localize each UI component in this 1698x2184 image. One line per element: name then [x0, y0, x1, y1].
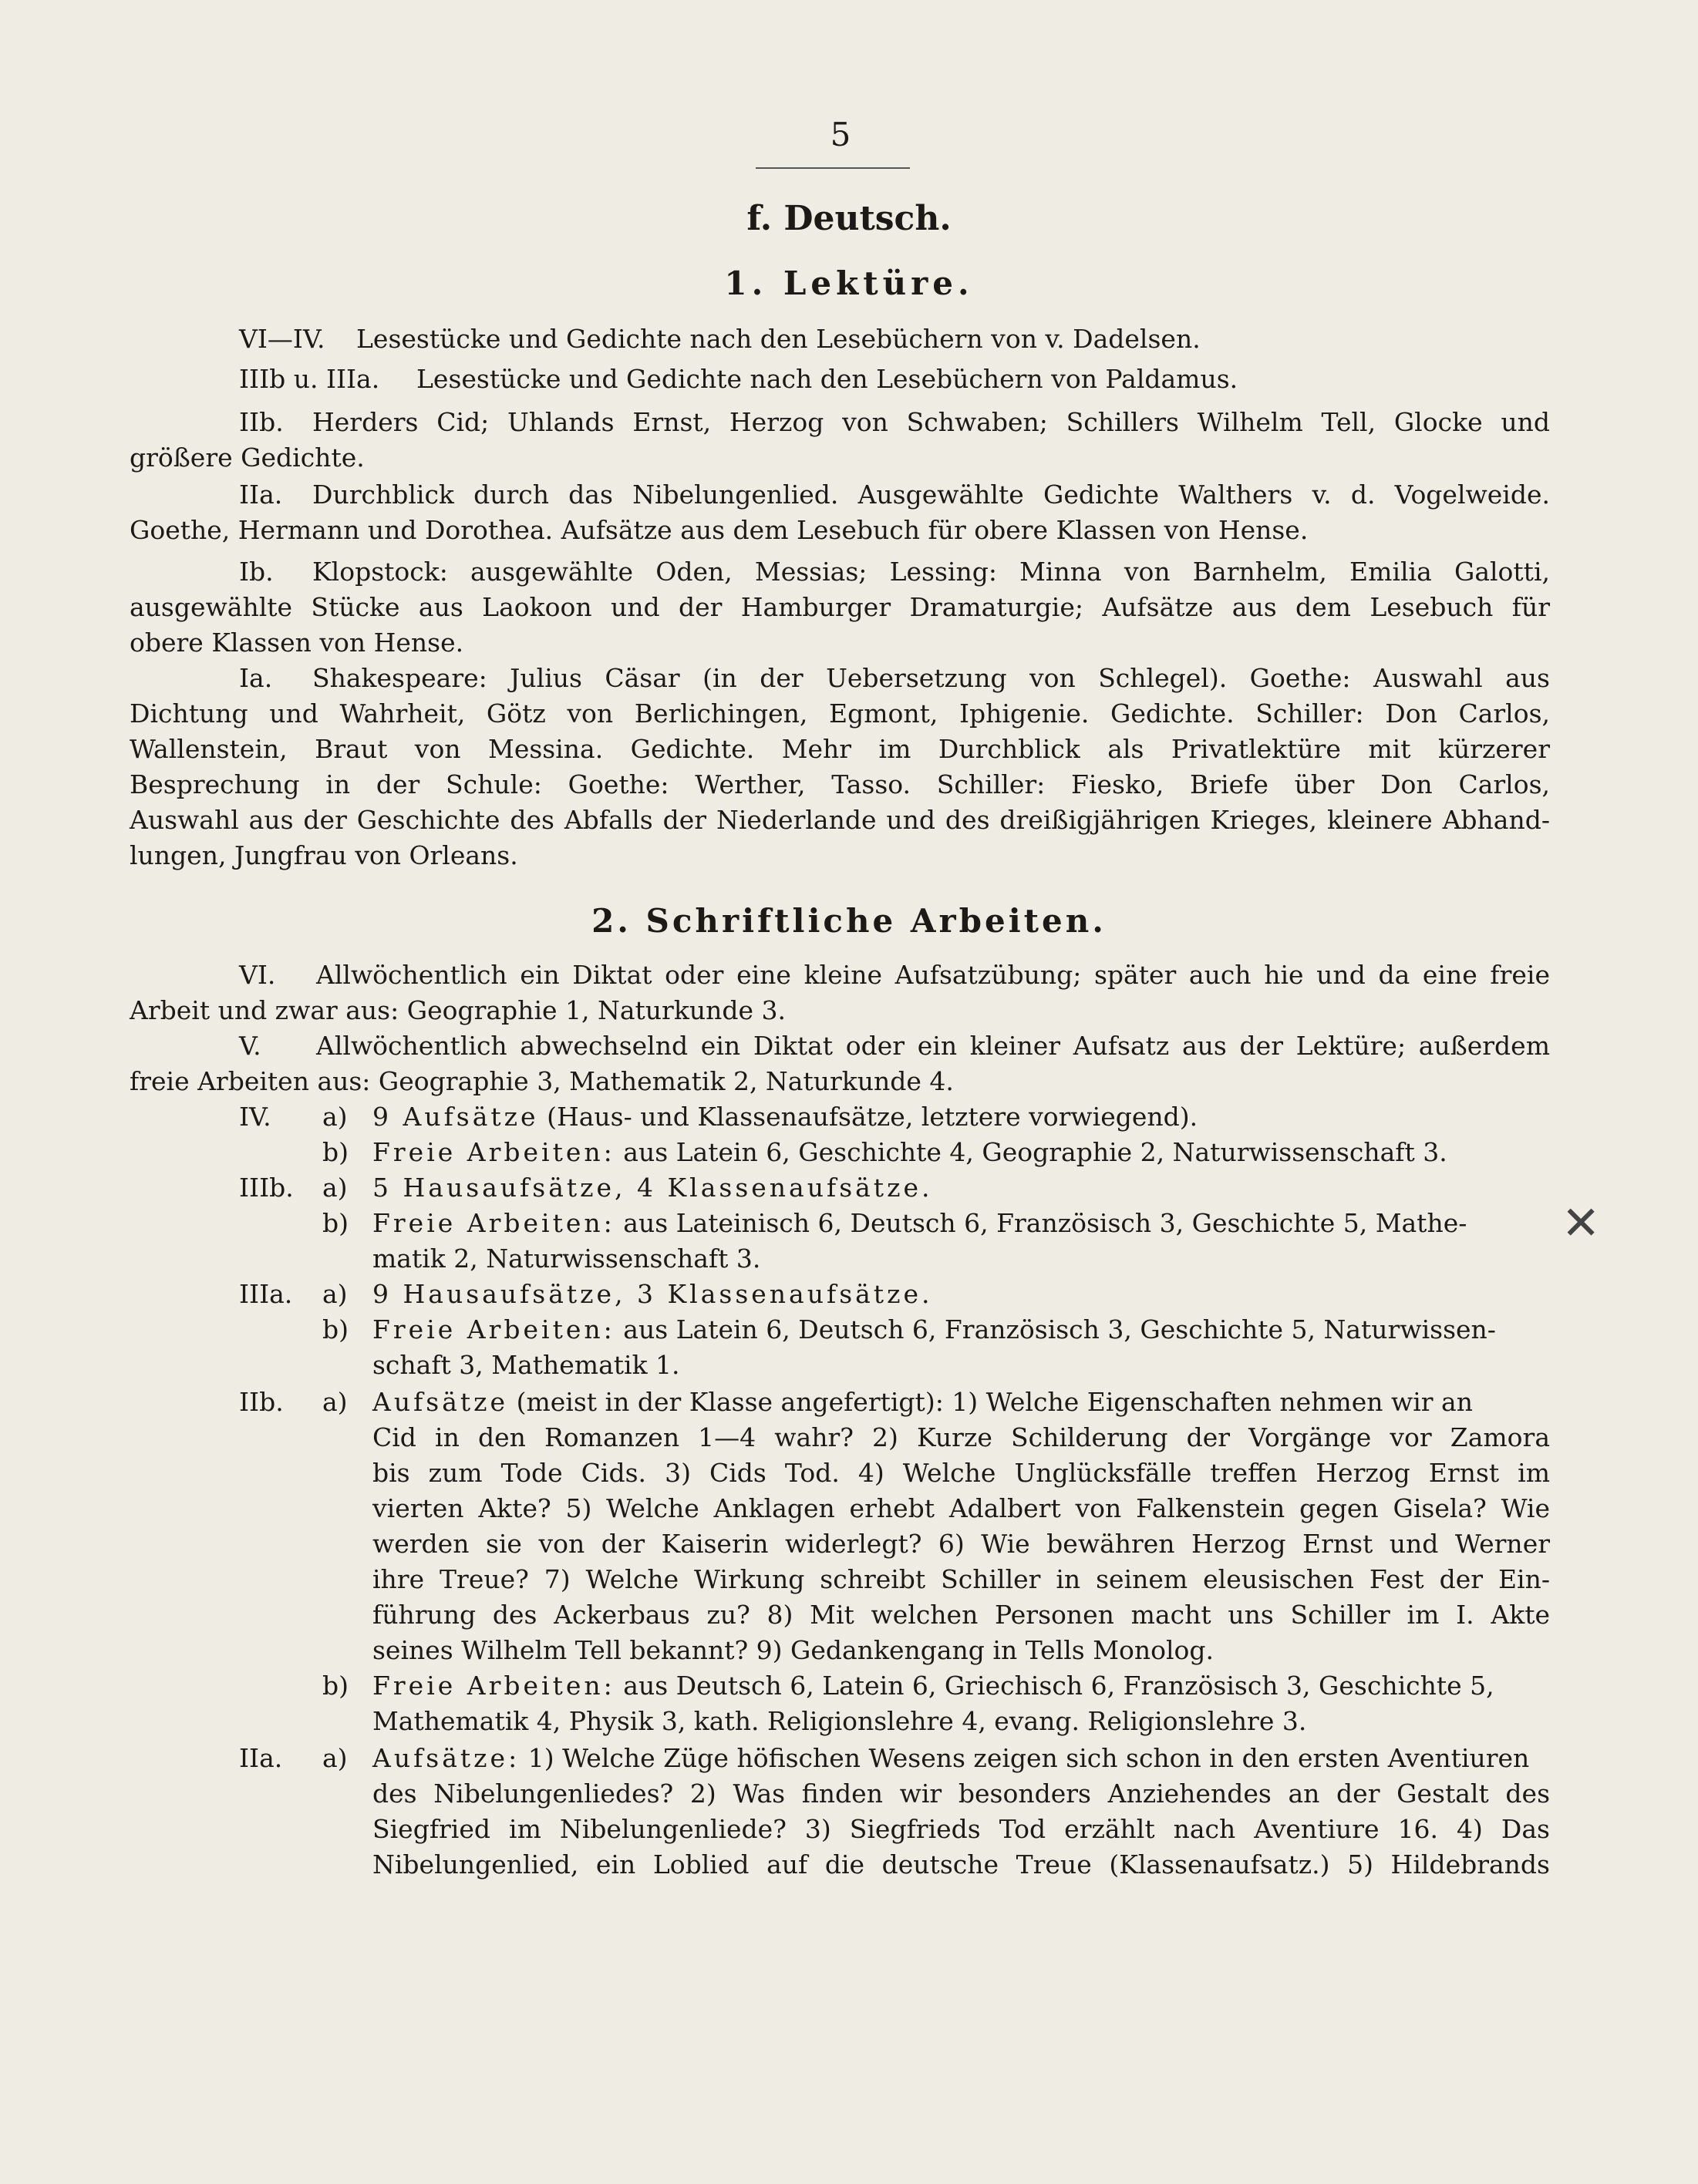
arbeiten-iib-b-head: Freie Arbeiten:: [372, 1671, 615, 1701]
arbeiten-iib-b: [372, 1669, 1494, 1703]
header-rule: [756, 167, 910, 169]
lektuere-ib-line: Klopstock: ausgewählte Oden, Messias; Lessing: Minna von Barnhelm, Emilia Galotti,: [312, 557, 1550, 587]
arbeiten-iib-label: IIb.: [239, 1387, 284, 1417]
lektuere-vi-iv-text: Lesestücke und Gedichte nach den Lesebüchern von v. Dadelsen.: [356, 324, 1201, 354]
lektuere-ia-line: Dichtung und Wahrheit, Götz von Berlichingen, Egmont, Iphigenie. Gedichte. Schiller: Don Carlos,: [130, 698, 1550, 729]
section-title: f. Deutsch.: [746, 199, 952, 238]
arbeiten-iv-a-mark: a): [322, 1102, 348, 1132]
arbeiten-iib-a-line: vierten Akte? 5) Welche Anklagen erhebt Adalbert von Falkenstein gegen Gisela? Wie: [372, 1493, 1550, 1523]
arbeiten-iiib-a-mark: a): [322, 1173, 348, 1203]
arbeiten-iiia-a-mark: a): [322, 1279, 348, 1309]
arbeiten-iiib-b-mark: b): [322, 1208, 349, 1238]
arbeiten-iib-a-line: werden sie von der Kaiserin widerlegt? 6) Wie bewähren Herzog Ernst und Werner: [372, 1529, 1550, 1559]
lektuere-vi-iv-label: VI—IV.: [239, 324, 325, 354]
arbeiten-iia-a-head: Aufsätze:: [372, 1743, 521, 1773]
arbeiten-iiib-b-rest: aus Lateinisch 6, Deutsch 6, Französisch 3, Geschichte 5, Mathe-: [623, 1208, 1467, 1238]
arbeiten-iib-b-rest: aus Deutsch 6, Latein 6, Griechisch 6, Französisch 3, Geschichte 5,: [623, 1671, 1494, 1701]
arbeiten-iiia-b-rest: aus Latein 6, Deutsch 6, Französisch 3, Geschichte 5, Naturwissen-: [623, 1314, 1496, 1344]
arbeiten-iia-label: IIa.: [239, 1743, 283, 1773]
arbeiten-iiib-b-line: matik 2, Naturwissenschaft 3.: [372, 1243, 761, 1274]
arbeiten-iib-a-rest: (meist in der Klasse angefertigt): 1) Welche Eigenschaften nehmen wir an: [516, 1387, 1473, 1417]
arbeiten-iia-a-mark: a): [322, 1743, 348, 1773]
lektuere-ib-label: Ib.: [239, 557, 274, 587]
arbeiten-iiia-b-line: schaft 3, Mathematik 1.: [372, 1350, 680, 1380]
arbeiten-iia-a: [372, 1741, 1529, 1775]
arbeiten-vi-line: Arbeit und zwar aus: Geographie 1, Naturkunde 3.: [130, 995, 786, 1025]
arbeiten-iib-a-line: seines Wilhelm Tell bekannt? 9) Gedankengang in Tells Monolog.: [372, 1635, 1215, 1665]
lektuere-ia-line: Besprechung in der Schule: Goethe: Werther, Tasso. Schiller: Fiesko, Briefe über Don Carlos,: [130, 769, 1550, 799]
arbeiten-iiib-b-head: Freie Arbeiten:: [372, 1208, 615, 1238]
arbeiten-iiib-a-head: 5 Hausaufsätze, 4 Klassenaufsätze.: [372, 1173, 933, 1203]
arbeiten-iia-a-line: Siegfried im Nibelungenliede? 3) Siegfrieds Tod erzählt nach Aventiure 16. 4) Das: [372, 1814, 1550, 1844]
arbeiten-iib-a-line: führung des Ackerbaus zu? 8) Mit welchen Personen macht uns Schiller im I. Akte: [372, 1600, 1550, 1630]
arbeiten-iiib-b: [372, 1206, 1467, 1240]
arbeiten-iib-a-line: ihre Treue? 7) Welche Wirkung schreibt Schiller in seinem eleusischen Fest der Ein-: [372, 1564, 1550, 1594]
arbeiten-iiia-b-head: Freie Arbeiten:: [372, 1314, 615, 1344]
arbeiten-iib-a: [372, 1385, 1473, 1419]
arbeiten-iv-b-mark: b): [322, 1137, 349, 1167]
arbeiten-iv-b-head: Freie Arbeiten:: [372, 1137, 615, 1167]
arbeiten-iib-b-mark: b): [322, 1671, 349, 1701]
subsection-arbeiten-title: 2. Schriftliche Arbeiten.: [591, 902, 1107, 940]
arbeiten-iv-a-rest: (Haus- und Klassenaufsätze, letztere vorwiegend).: [547, 1102, 1198, 1132]
arbeiten-iiia-b: [372, 1313, 1496, 1347]
arbeiten-vi-line: Allwöchentlich ein Diktat oder eine kleine Aufsatzübung; später auch hie und da eine freie: [316, 960, 1550, 990]
arbeiten-iiia-a-head: 9 Hausaufsätze, 3 Klassenaufsätze.: [372, 1279, 933, 1309]
margin-cross-mark: ✕: [1562, 1196, 1601, 1250]
lektuere-iiib-label: IIIb u. IIIa.: [239, 364, 380, 394]
subsection-lektuere-title: 1. Lektüre.: [724, 264, 974, 302]
arbeiten-iv-a-head: 9 Aufsätze: [372, 1102, 539, 1132]
arbeiten-iib-b-line: Mathematik 4, Physik 3, kath. Religionslehre 4, evang. Religionslehre 3.: [372, 1706, 1307, 1736]
arbeiten-vi-label: VI.: [239, 960, 276, 990]
lektuere-ia-line: Wallenstein, Braut von Messina. Gedichte. Mehr im Durchblick als Privatlektüre mit kürzerer: [130, 734, 1550, 764]
arbeiten-iiia-label: IIIa.: [239, 1279, 293, 1309]
arbeiten-iiib-label: IIIb.: [239, 1173, 294, 1203]
lektuere-iib-label: IIb.: [239, 407, 284, 437]
lektuere-iia-line: Durchblick durch das Nibelungenlied. Ausgewählte Gedichte Walthers v. d. Vogelweide.: [312, 480, 1550, 510]
lektuere-iib-line: Herders Cid; Uhlands Ernst, Herzog von Schwaben; Schillers Wilhelm Tell, Glocke und: [312, 407, 1550, 437]
arbeiten-v-line: Allwöchentlich abwechselnd ein Diktat oder ein kleiner Aufsatz aus der Lektüre; außerdem: [316, 1031, 1550, 1061]
arbeiten-iv-label: IV.: [239, 1102, 271, 1132]
arbeiten-iib-a-line: bis zum Tode Cids. 3) Cids Tod. 4) Welche Unglücksfälle treffen Herzog Ernst im: [372, 1458, 1550, 1488]
lektuere-iia-label: IIa.: [239, 480, 283, 510]
arbeiten-iv-b-rest: aus Latein 6, Geschichte 4, Geographie 2, Naturwissenschaft 3.: [623, 1137, 1447, 1167]
page-number: 5: [830, 116, 851, 153]
lektuere-ia-line: Shakespeare: Julius Cäsar (in der Uebersetzung von Schlegel). Goethe: Auswahl aus: [312, 663, 1550, 693]
arbeiten-iib-a-head: Aufsätze: [372, 1387, 509, 1417]
lektuere-ib-line: obere Klassen von Hense.: [130, 628, 464, 658]
arbeiten-iib-a-line: Cid in den Romanzen 1—4 wahr? 2) Kurze Schilderung der Vorgänge vor Zamora: [372, 1422, 1550, 1452]
lektuere-iia-line: Goethe, Hermann und Dorothea. Aufsätze aus dem Lesebuch für obere Klassen von Hense.: [130, 515, 1309, 545]
arbeiten-iib-a-mark: a): [322, 1387, 348, 1417]
arbeiten-iia-a-line: Nibelungenlied, ein Loblied auf die deutsche Treue (Klassenaufsatz.) 5) Hildebrands: [372, 1849, 1550, 1879]
lektuere-ib-line: ausgewählte Stücke aus Laokoon und der Hamburger Dramaturgie; Aufsätze aus dem Lesebuch für: [130, 592, 1550, 622]
arbeiten-v-label: V.: [239, 1031, 261, 1061]
arbeiten-iia-a-line: des Nibelungenliedes? 2) Was finden wir besonders Anziehendes an der Gestalt des: [372, 1778, 1550, 1809]
lektuere-ia-line: lungen, Jungfrau von Orleans.: [130, 840, 518, 870]
arbeiten-iia-a-rest: 1) Welche Züge höfischen Wesens zeigen sich schon in den ersten Aventiuren: [527, 1743, 1530, 1773]
lektuere-iiib-text: Lesestücke und Gedichte nach den Lesebüchern von Paldamus.: [416, 364, 1238, 394]
lektuere-ia-line: Auswahl aus der Geschichte des Abfalls der Niederlande und des dreißigjährigen Krieges, kleinere Abhand-: [130, 805, 1550, 835]
arbeiten-v-line: freie Arbeiten aus: Geographie 3, Mathematik 2, Naturkunde 4.: [130, 1066, 954, 1096]
arbeiten-iv-b: [372, 1136, 1447, 1169]
lektuere-iib-line: größere Gedichte.: [130, 443, 365, 473]
lektuere-ia-label: Ia.: [239, 663, 273, 693]
arbeiten-iv-a: [372, 1100, 1198, 1134]
arbeiten-iiia-b-mark: b): [322, 1314, 349, 1344]
